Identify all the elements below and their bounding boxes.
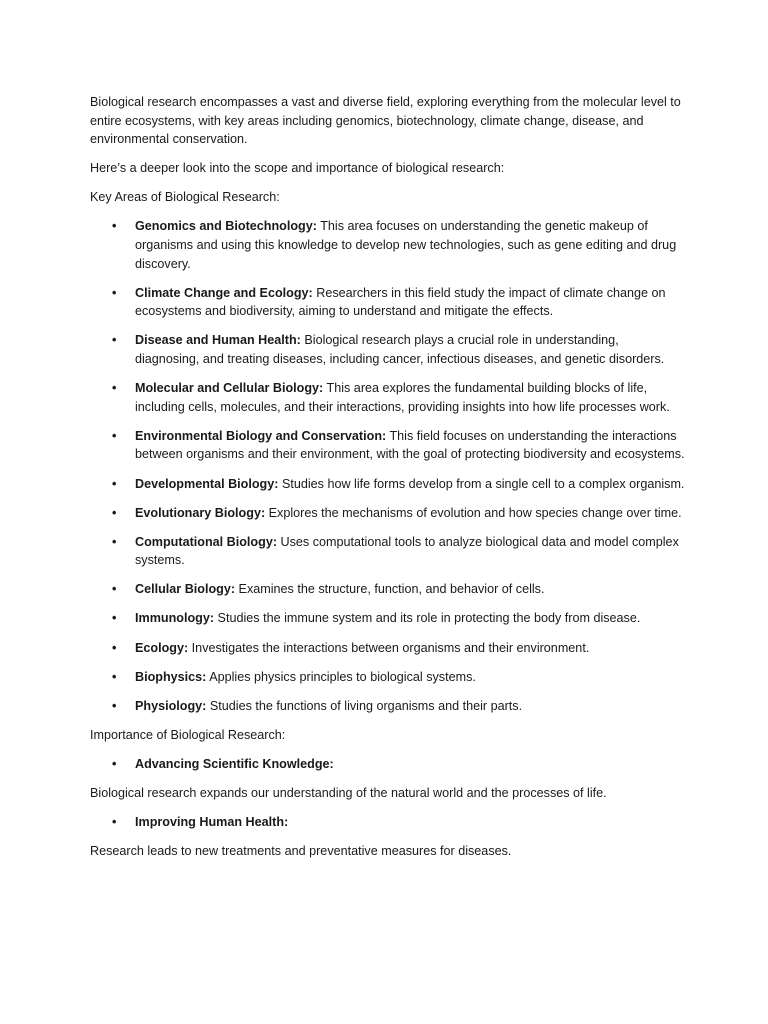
list-item-desc: This field focuses on understanding the interactions between organisms and their environment, with the goal of protecting biodiversity and ecosystems. (135, 428, 685, 462)
list-item-term: Environmental Biology and Conservation: (135, 428, 387, 443)
list-item (90, 580, 686, 599)
document-page (90, 93, 686, 871)
list-item-term: Immunology: (135, 611, 215, 626)
list-item-term: Cellular Biology: (135, 582, 236, 597)
list-item (90, 639, 686, 658)
list-item-desc: Explores the mechanisms of evolution and how species change over time. (265, 505, 682, 520)
list-item-desc: Uses computational tools to analyze biological data and model complex systems. (135, 534, 679, 568)
list-item (90, 475, 686, 494)
list-item-term: Climate Change and Ecology: (135, 285, 313, 300)
list-item (90, 284, 686, 321)
list-item-term: Disease and Human Health: (135, 333, 301, 348)
list-item-term: Physiology: (135, 698, 207, 713)
list-item (90, 668, 686, 687)
list-item (90, 331, 686, 368)
bullet-icon: • (112, 698, 117, 713)
list-item-desc: This area explores the fundamental building blocks of life, including cells, molecules, and their interactions, providing insights into how life processes work. (135, 381, 670, 414)
list-item-desc: Studies the functions of living organisms and their parts. (206, 698, 523, 713)
importance-list-1 (90, 755, 686, 774)
bullet-icon: • (112, 756, 117, 771)
list-item (90, 217, 686, 273)
list-item-term: Advancing Scientific Knowledge: (135, 756, 334, 771)
bullet-icon: • (112, 815, 117, 830)
importance-heading: Importance of Biological Research: (90, 727, 286, 742)
bullet-icon: • (112, 428, 117, 443)
list-item-term: Improving Human Health: (135, 815, 289, 830)
importance-list-2 (90, 813, 686, 832)
list-item (90, 504, 686, 523)
list-item (90, 533, 686, 570)
importance-paragraph: Research leads to new treatments and preventative measures for diseases. (90, 844, 512, 859)
key-areas-list (90, 217, 686, 715)
list-item-term: Genomics and Biotechnology: (135, 219, 317, 234)
bullet-icon: • (112, 333, 117, 348)
list-item-term: Developmental Biology: (135, 476, 279, 491)
list-item-desc: This area focuses on understanding the genetic makeup of organisms and using this knowledge to develop new technologies, such as gene editing and drug discovery. (135, 219, 677, 271)
list-item-term: Evolutionary Biology: (135, 505, 266, 520)
list-item-term: Computational Biology: (135, 534, 278, 549)
list-item (90, 379, 686, 416)
list-item (90, 813, 686, 832)
bullet-icon: • (112, 285, 117, 300)
list-item-term: Ecology: (135, 640, 189, 655)
bullet-icon: • (112, 219, 117, 234)
bullet-icon: • (112, 505, 117, 520)
list-item-desc: Applies physics principles to biological systems. (206, 669, 476, 684)
lead-paragraph: Here’s a deeper look into the scope and importance of biological research: (90, 161, 505, 176)
list-item-desc: Researchers in this field study the impact of climate change on ecosystems and biodiversity, aiming to understand and mitigate the effects. (135, 285, 666, 319)
list-item-term: Molecular and Cellular Biology: (135, 381, 324, 396)
importance-paragraph: Biological research expands our understanding of the natural world and the processes of life. (90, 786, 607, 801)
key-areas-heading: Key Areas of Biological Research: (90, 190, 280, 205)
intro-paragraph: Biological research encompasses a vast and diverse field, exploring everything from the molecular level to entire ecosystems, with key areas including genomics, biotechnology, climate change, disease, and environmental conservation. (90, 95, 681, 147)
bullet-icon: • (112, 582, 117, 597)
list-item-desc: Biological research plays a crucial role in understanding, diagnosing, and treating diseases, including cancer, infectious diseases, and genetic disorders. (135, 333, 665, 367)
list-item-desc: Investigates the interactions between organisms and their environment. (188, 640, 590, 655)
list-item-desc: Studies how life forms develop from a single cell to a complex organism. (278, 476, 685, 491)
list-item (90, 697, 686, 716)
bullet-icon: • (112, 534, 117, 549)
bullet-icon: • (112, 476, 117, 491)
bullet-icon: • (112, 381, 117, 396)
bullet-icon: • (112, 669, 117, 684)
list-item-desc: Studies the immune system and its role in protecting the body from disease. (214, 611, 641, 626)
list-item (90, 755, 686, 774)
list-item (90, 609, 686, 628)
list-item-desc: Examines the structure, function, and behavior of cells. (235, 582, 545, 597)
list-item-term: Biophysics: (135, 669, 207, 684)
bullet-icon: • (112, 611, 117, 626)
bullet-icon: • (112, 640, 117, 655)
list-item (90, 427, 686, 464)
